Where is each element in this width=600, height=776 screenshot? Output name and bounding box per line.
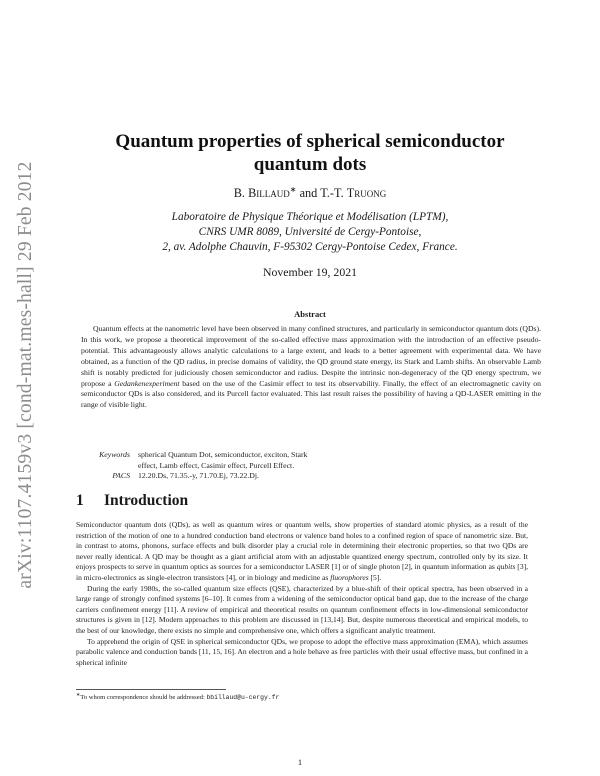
pacs-label: PACS	[112, 471, 130, 481]
footnote-mark: ∗	[76, 693, 81, 698]
footnote-email: bbillaud@u-cergy.fr	[206, 694, 280, 702]
page-number: 1	[297, 757, 303, 767]
title-line-2: quantum dots	[253, 154, 367, 175]
abstract-italic-term: Gedankenexperiment	[114, 378, 180, 388]
keywords-value: spherical Quantum Dot, semiconductor, exciton, Stark effect, Lamb effect, Casimir effect, Purcell Effect.	[138, 450, 308, 470]
keywords-row	[81, 450, 541, 471]
arxiv-identifier-stamp	[8, 150, 44, 600]
p1-italic-qubits: qubits	[496, 562, 516, 572]
p1-text-b: [3], in micro-electronics as single-electron transistors [4], or in biology and medicine as	[76, 562, 528, 582]
author-1-initials: B.	[233, 186, 246, 201]
affiliation-line-1: Laboratoire de Physique Théorique et Modélisation (LPTM),	[171, 211, 449, 223]
keywords-label: Keywords	[99, 450, 130, 459]
pacs-row	[81, 471, 541, 482]
body-paragraph-3: To apprehend the origin of QSE in spherical semiconductor QDs, we propose to adopt the effective mass approximation (EMA), which assumes parabolic valence and conduction bands [11, 15, 16]. An electron and a hole behave as free particles with their usual effective mass, but confined in a spherical infinite	[76, 636, 528, 667]
paper-date: November 19, 2021	[262, 265, 358, 279]
p1-text-a: Semiconductor quantum dots (QDs), as well as quantum wires or quantum wells, show properties of standard atomic physics, as a result of the restriction of the motion of one to a hundred conduction band electrons or valence band holes to a confined region of space of nanometric size. But, in contrast to atoms, phonons, surface effects and bulk disorder play a crucial role in determining their electronic properties, so that two QDs are never really identical. A QD may be thought as a giant artificial atom with an adjustable quantized energy spectrum, controlled only by its size. It enjoys prospects to serve in quantum optics as sources for a semiconductor LASER [1] or of single photon [2], in quantum information as	[76, 520, 528, 572]
introduction-body	[76, 520, 528, 668]
p1-italic-fluorophores: fluorophores	[330, 572, 369, 582]
abstract-text-2: based on the use of the Casimir effect to test its observability. Finally, the effect of an electromagnetic cavity on semiconductor QDs is also considered, and its Purcell factor evaluated. This last result raises the possibility of having a QD-LASER emitting in the range of visible light.	[81, 378, 541, 410]
section-heading-introduction	[76, 492, 188, 510]
corresponding-author-mark: ∗	[289, 185, 297, 194]
section-number: 1	[76, 492, 84, 509]
footnote-divider	[76, 689, 226, 690]
section-title: Introduction	[104, 492, 189, 509]
affiliation-line-3: 2, av. Adolphe Chauvin, F-95302 Cergy-Pontoise Cedex, France.	[162, 241, 458, 253]
abstract-heading: Abstract	[294, 309, 326, 319]
author-conjunction: and	[299, 186, 318, 201]
body-paragraph-2: During the early 1980s, the so-called quantum size effects (QSE), characterized by a blue-shift of their optical spectra, has been observed in a large range of strongly confined systems [6–10]. It comes from a widening of the semiconductor optical band gap, due to the increase of the charge carriers confinement energy [11]. A review of empirical and theoretical results on quantum confinement effects in low-dimensional semiconductor structures is given in [12]. Modern approaches to this problem are discussed in [13,14]. But, despite numerous theoretical and empirical models, to the best of our knowledge, there exists no simple and comprehensive one, which offers a significant analytic treatment.	[76, 583, 528, 635]
author-list	[60, 185, 560, 201]
author-2-initials: T.-T.	[320, 186, 344, 201]
abstract-text-1: Quantum effects at the nanometric level have been observed in many confined structures, and particularly in semiconductor quantum dots (QDs). In this work, we propose a theoretical improvement of the so-called effective mass approximation with the introduction of an effective pseudo-potential. This advantageously allows analytic calculations to a large extent, and leads to a better agreement with experimental data. We have obtained, as a function of the QD radius, in precise domains of validity, the QD ground state energy, its Stark and Lamb shifts. An observable Lamb shift is notably predicted for judiciously chosen semiconductor and radius. Despite the intrinsic non-degeneracy of the QD energy spectrum, we propose a	[81, 324, 541, 388]
pacs-value: 12.20.Ds, 71.35.-y, 71.70.Ej, 73.22.Dj.	[138, 471, 259, 481]
body-paragraph-1	[76, 520, 528, 584]
author-2-surname: Truong	[346, 186, 387, 201]
footnote-text: To whom correspondence should be addressed:	[80, 694, 207, 702]
keywords-block	[81, 450, 541, 482]
footnote	[76, 692, 546, 701]
paper-title	[100, 130, 520, 176]
abstract-body	[81, 324, 541, 411]
affiliation	[60, 210, 560, 255]
title-line-1: Quantum properties of spherical semiconductor	[115, 131, 505, 152]
author-1-surname: Billaud	[248, 186, 290, 201]
arxiv-id-text: arXiv:1107.4159v3 [cond-mat.mes-hall] 29 Feb 2012	[15, 161, 36, 589]
p1-text-c: [5].	[368, 572, 382, 582]
affiliation-line-2: CNRS UMR 8089, Université de Cergy-Pontoise,	[198, 226, 422, 238]
